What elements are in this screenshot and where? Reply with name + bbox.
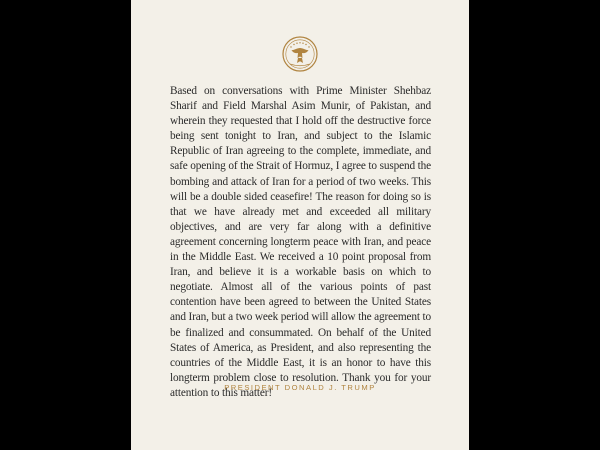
statement-body: Based on conversations with Prime Minister Shehbaz Sharif and Field Marshal Asim Munir, of Pakistan, and wherein they requested that I hold off the destructive force being sent tonight to Iran, and subject to the Islamic Republic of Iran agreeing to the complete, immediate, and safe opening of the Strait of Hormuz, I agree to suspend the bombing and attack of Iran for a period of two weeks. This will be a double sided ceasefire! The reason for doing so is that we have already met and exceeded all military objectives, and are very far along with a definitive agreement concerning longterm peace with Iran, and peace in the Middle East. We received a 10 point proposal from Iran, and believe it is a workable basis on which to negotiate. Almost all of the various points of past contention have been agreed to between the United States and Iran, but a two week period will allow the agreement to be finalized and consummated. On behalf of the United States of America, as President, and also representing the countries of the Middle East, it is an honor to have this longterm problem close to resolution. Thank you for your attention to this matter! (170, 85, 431, 399)
presidential-seal-icon (282, 36, 318, 72)
letter-page (131, 0, 469, 450)
signature-line: PRESIDENT DONALD J. TRUMP (224, 383, 376, 392)
